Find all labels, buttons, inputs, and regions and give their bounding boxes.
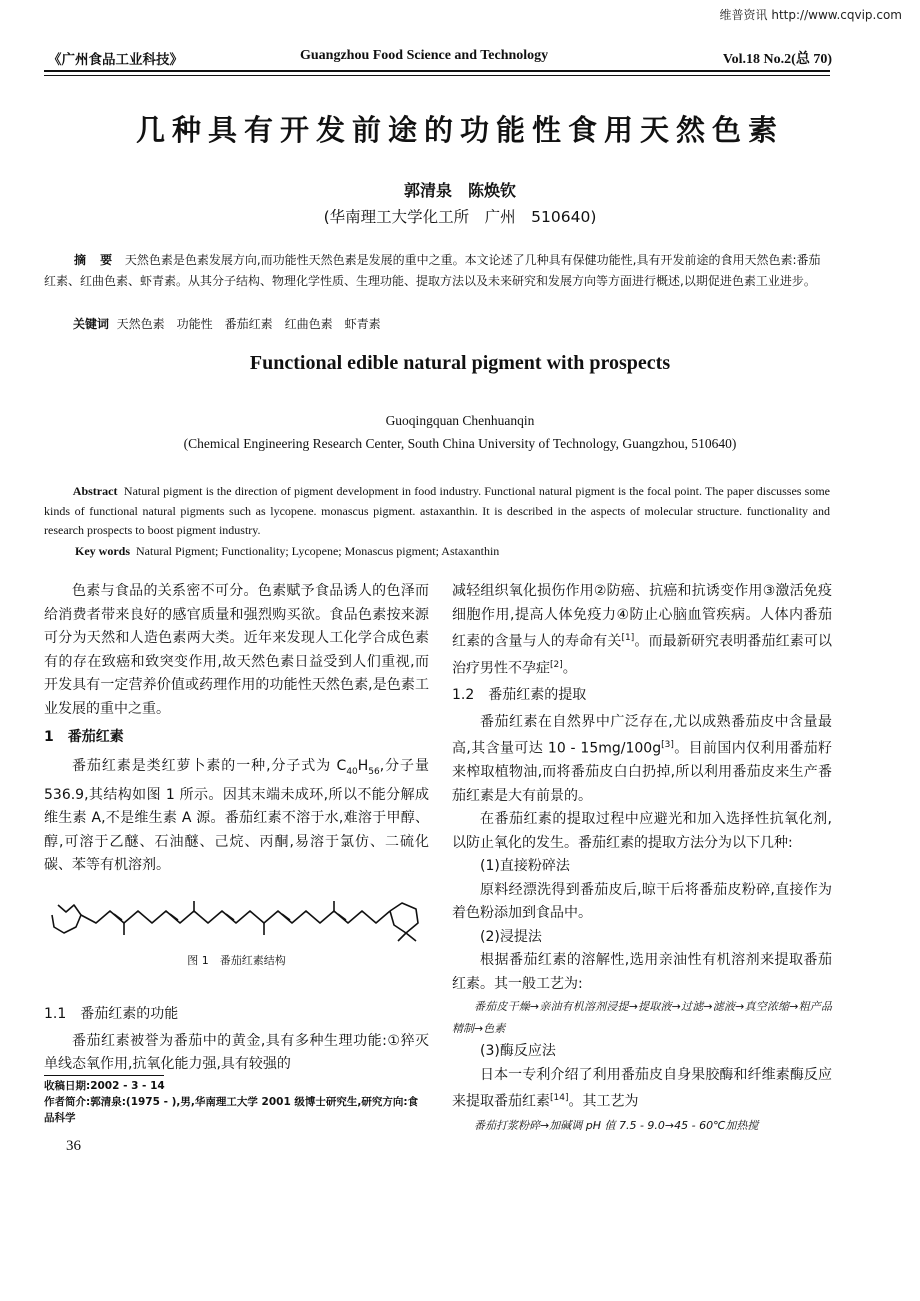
formula-h: H [357, 757, 369, 774]
section-heading-1-2: 1.2 番茄红素的提取 [452, 687, 587, 704]
section1-paragraph [44, 755, 429, 878]
keywords-en-label: Key words [75, 544, 130, 558]
method-3-body: 日本一专利介绍了利用番茄皮自身果胶酶和纤维素酶反应来提取番茄红素 [452, 1066, 832, 1111]
footnote-received: 收稿日期:2002 - 3 - 14 [44, 1080, 165, 1092]
right-p1-end: 。 [562, 660, 577, 677]
paper-title-cn: 几种具有开发前途的功能性食用天然色素 [135, 113, 784, 147]
method-3-end: 。其工艺为 [568, 1094, 639, 1111]
structure-left-end [52, 905, 81, 933]
right-p1-text: 减轻组织氧化损伤作用②防癌、抗癌和抗诱变作用③激活免疫细胞作用,提高人体免疫力④防止心脑血管疾病。人体内番茄红素的含量与人的寿命有关 [452, 583, 832, 650]
volume-info: Vol.18 No.2(总 70) [722, 52, 832, 67]
process-flow-2: 番茄打浆粉碎→加碱调 pH 值 7.5 - 9.0→45 - 60℃加热搅 [474, 1118, 759, 1132]
authors-en: Guoqingquan Chenhuanqin [385, 413, 535, 428]
keywords-en [75, 542, 499, 562]
method-2-heading: (2)浸提法 [480, 928, 542, 945]
section-heading-1: 1 番茄红素 [44, 729, 124, 745]
abstract-text: 天然色素是色素发展方向,而功能性天然色素是发展的重中之重。本文论述了几种具有保健功能性,具有开发前途的食用天然色素:番茄红素、红曲色素、虾青素。从其分子结构、物理化学性质、生理功能、提取方法以及未来研究和发展方向等方面进行概述,以期促进色素工业进步。 [44, 253, 821, 288]
ref-3: [3] [661, 740, 674, 751]
journal-name-en: Guangzhou Food Science and Technology [300, 48, 549, 63]
method-2-text: 根据番茄红素的溶解性,选用亲油性有机溶剂来提取番茄红素。其一般工艺为: [452, 952, 832, 992]
structure-chain [81, 911, 390, 923]
right-paragraph-2 [452, 711, 832, 809]
page-number: 36 [66, 1138, 81, 1154]
keywords-en-text: Natural Pigment; Functionality; Lycopene; Monascus pigment; Astaxanthin [136, 544, 500, 558]
right-p2-text: 番茄红素在自然界中广泛存在,尤以成熟番茄皮中含量最高,其含量可达 10 - 15mg/100g [452, 713, 832, 757]
figure-caption: 图 1 番茄红素结构 [187, 954, 286, 967]
authors-cn: 郭清泉 陈焕钦 [403, 181, 516, 200]
method-1-text: 原料经漂洗得到番茄皮后,晾干后将番茄皮粉碎,直接作为着色粉添加到食品中。 [452, 881, 832, 922]
section11-paragraph: 番茄红素被誉为番茄中的黄金,具有多种生理功能:①猝灭单线态氧作用,抗氧化能力强,具有较强的 [44, 1032, 429, 1072]
ref-1: [1] [621, 633, 635, 643]
method-1-heading: (1)直接粉碎法 [480, 858, 570, 875]
left-column-top [44, 580, 429, 878]
journal-name-cn: 《广州食品工业科技》 [48, 52, 183, 68]
ref-2: [2] [550, 660, 563, 671]
section1-text-b: ,分子量 536.9,其结构如图 1 所示。因其末端未成环,所以不能分解成维生素 A,不是维生素 A 源。番茄红素不溶于水,难溶于甲醇、醇,可溶于乙醚、石油醚、己烷、丙酮,易溶于氯仿、二硫化碳、苯等有机溶剂。 [44, 757, 429, 874]
abstract-cn [44, 250, 830, 292]
section-heading-1-1: 1.1 番茄红素的功能 [44, 1006, 179, 1022]
formula-c-subscript: 40 [346, 766, 358, 777]
method-3-heading: (3)酶反应法 [480, 1043, 556, 1060]
footnote-rule [44, 1075, 164, 1076]
structure-double-bonds [114, 914, 122, 920]
abstract-en-label: Abstract [72, 484, 118, 498]
method-3-text [452, 1064, 832, 1115]
abstract-en-text: Natural pigment is the direction of pigment development in food industry. Functional natural pigment is the focal point. The paper discusses some kinds of functional natural pigments such as lycopene. monascus pigment. astaxanthin. It is described in the aspects of molecular structure. functionality and research prospects to boost pigment industry. [44, 484, 831, 537]
right-paragraph-1 [452, 580, 832, 681]
abstract-label: 摘 要 [74, 253, 118, 267]
affiliation-cn: (华南理工大学化工所 广州 510640) [323, 208, 597, 226]
paper-title-en: Functional edible natural pigment with prospects [249, 352, 671, 374]
process-flow-1: 番茄皮干燥→亲油有机溶剂浸提→提取液→过滤→滤液→真空浓缩→粗产品精制→色素 [452, 1000, 832, 1036]
footnote-author: 作者简介:郭清泉:(1975 - ),男,华南理工大学 2001 级博士研究生,研究方向:食品科学 [44, 1096, 419, 1124]
right-paragraph-3: 在番茄红素的提取过程中应避光和加入选择性抗氧化剂,以防止氧化的发生。番茄红素的提取方法分为以下几种: [452, 811, 832, 851]
header-rule [44, 70, 830, 72]
header-rule-thin [44, 75, 830, 76]
watermark-text: 维普资讯 http://www.cqvip.com [719, 8, 902, 22]
ref-14: [14] [550, 1093, 569, 1104]
structure-right-end [390, 903, 418, 933]
abstract-en [44, 482, 830, 541]
section1-text-a: 番茄红素是类红萝卜素的一种,分子式为 C [72, 757, 347, 774]
right-column [452, 580, 832, 1137]
keywords-label: 关键词 [73, 317, 110, 331]
left-column-bottom [44, 1000, 429, 1077]
right-p1-mid: 。而最新研究表明番茄红素可以治疗男性不孕症 [452, 633, 832, 677]
lycopene-structure-figure [44, 895, 429, 945]
keywords-cn [73, 314, 381, 335]
right-p2-end: 。目前国内仅利用番茄籽来榨取植物油,而将番茄皮白白扔掉,所以利用番茄皮来生产番茄红素是大有前景的。 [452, 740, 833, 804]
intro-paragraph: 色素与食品的关系密不可分。色素赋予食品诱人的色泽而给消费者带来良好的感官质量和强烈购买欲。食品色素按来源可分为天然和人造色素两大类。近年来发现人工化学合成色素有的存在致癌和致突变作用,故天然色素日益受到人们重视,而开发具有一定营养价值或药理作用的功能性天然色素,是色素工业发展的重中之重。 [44, 583, 429, 717]
affiliation-en: (Chemical Engineering Research Center, South China University of Technology, Guangzhou, 510640) [183, 436, 737, 451]
keywords-text: 天然色素 功能性 番茄红素 红曲色素 虾青素 [116, 317, 381, 331]
formula-h-subscript: 56 [368, 766, 380, 777]
